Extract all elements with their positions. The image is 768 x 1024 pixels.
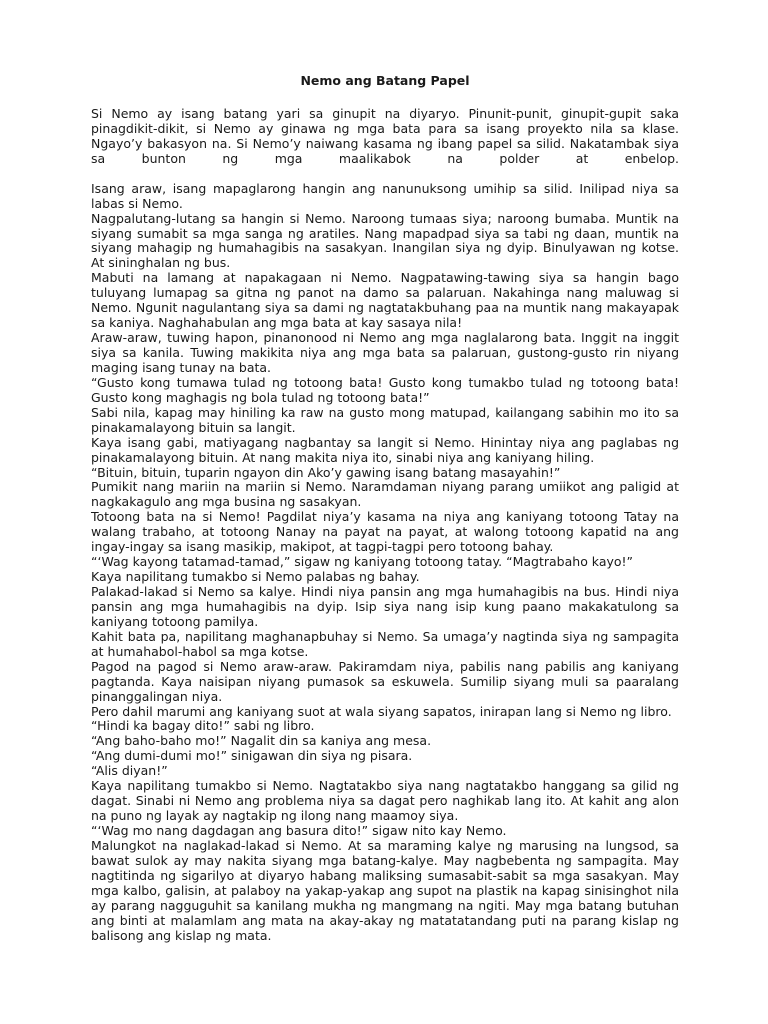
text-line: “‘Wag mo nang dagdagan ang basura dito!” sigaw nito kay Nemo. — [91, 823, 507, 838]
text-line: “Alis diyan!” — [91, 763, 168, 779]
text-line: nagkakagulo ang mga busina ng sasakyan. — [91, 494, 362, 510]
text-line: Kaya napilitang tumakbo si Nemo palabas ng bahay. — [91, 569, 420, 585]
document-page — [91, 0, 679, 1024]
text-line: Totoong bata na si Nemo! Pagdilat niya’y kasama na niya ang kaniyang totoong Tatay na — [91, 509, 679, 525]
text-line: pinakamalayong bituin sa langit. — [91, 419, 296, 435]
text-line: tuluyang lumapag sa gitna ng panot na damo sa palaruan. Nakahinga nang maluwag si — [91, 285, 679, 301]
text-line: na puno ng layak ay nagtakip ng ilong nang maamoy siya. — [91, 808, 459, 824]
text-line: pinagdikit-dikit, si Nemo ay ginawa ng mga bata para sa isang proyekto nila sa klase. — [91, 120, 679, 136]
text-line: at humahabol-habol sa mga kotse. — [91, 643, 309, 659]
text-line: ang binti at malamlam ang mata na akay-akay ng matatatandang puti na parang kislap ng — [91, 912, 679, 928]
text-line: At sininghalan ng bus. — [91, 255, 231, 271]
text-line: balisong ang kislap ng mata. — [91, 927, 272, 943]
text-line: Pero dahil marumi ang kaniyang suot at wala siyang sapatos, inirapan lang si Nemo ng libro. — [91, 703, 672, 719]
text-line: siyang mahagip ng humahagibis na sasakyan. Inangilan siya ng dyip. Binulyawan ng kotse. — [91, 240, 679, 256]
text-line: “‘Wag kayong tatamad-tamad,” sigaw ng kaniyang totoong tatay. “Magtrabaho kayo!” — [91, 554, 634, 570]
text-line: pagtanda. Kaya naisipan niyang pumasok sa eskuwela. Sumilip siyang muli sa paaralang — [91, 673, 679, 689]
text-line: “Bituin, bituin, tuparin ngayon din Ako’y gawing isang batang masayahin!” — [91, 464, 561, 480]
text-line: Mabuti na lamang at napakagaan ni Nemo. Nagpatawing-tawing siya sa hangin bago — [91, 270, 679, 286]
text-line: “Ang dumi-dumi mo!” sinigawan din siya ng pisara. — [91, 748, 413, 764]
text-line: Kaya napilitang tumakbo si Nemo. Nagtatakbo siya nang nagtatakbo hanggang sa gilid ng — [91, 778, 679, 794]
text-line: sa bunton ng mga maalikabok na polder at enbelop. — [91, 150, 679, 166]
text-line: Isang araw, isang mapaglarong hangin ang nanunuksong umihip sa silid. Inilipad niya sa — [91, 180, 679, 196]
paragraph-gap — [91, 167, 679, 182]
text-line: dagat. Sinabi ni Nemo ang problema niya sa dagat pero naghikab lang ito. At kahit ang alon — [91, 793, 679, 809]
text-line: Gusto kong maghagis ng bola tulad ng totoong bata!” — [91, 389, 430, 405]
text-line: ingay-ingay sa isang masikip, makipot, at tagpi-tagpi pero totoong bahay. — [91, 539, 554, 555]
text-line: Malungkot na naglakad-lakad si Nemo. At sa maraming kalye ng marusing na lungsod, sa — [91, 837, 679, 853]
text-line: pansin ang mga humahagibis na dyip. Isip siya nang isip kung paano makakatulong sa — [91, 598, 679, 614]
text-line: bawat sulok ay may nakita siyang mga batang-kalye. May nagbebenta ng sampagita. May — [91, 852, 679, 868]
text-line: pinanggalingan niya. — [91, 688, 223, 704]
text-line: Araw-araw, tuwing hapon, pinanonood ni Nemo ang mga naglalarong bata. Inggit na inggit — [91, 330, 679, 346]
text-line: Pumikit nang mariin na mariin si Nemo. Naramdaman niyang parang umiikot ang paligid at — [91, 479, 679, 495]
text-line: Nemo. Ngunit nagulantang siya sa dami ng nagtatakbuhang paa na muntik nang makayapak — [91, 300, 679, 316]
text-line: “Ang baho-baho mo!” Nagalit din sa kaniya ang mesa. — [91, 733, 432, 749]
text-line: Si Nemo ay isang batang yari sa ginupit na diyaryo. Pinunit-punit, ginupit-gupit saka — [91, 106, 679, 121]
text-line: siya sa kanila. Tuwing makikita niya ang mga bata sa palaruan, gustong-gusto rin niyang — [91, 345, 679, 360]
text-line: Nagpalutang-lutang sa hangin si Nemo. Naroong tumaas siya; naroong bumaba. Muntik na — [91, 210, 679, 226]
text-line: pinakamalayong bituin. At nang makita niya ito, sinabi niya ang kaniyang hiling. — [91, 449, 595, 465]
story-body — [91, 107, 679, 944]
text-line: mga kalbo, galisin, at palaboy na yakap-yakap ang supot na plastik na kapag sinisinghot nila — [91, 882, 679, 898]
text-line: maging isang tunay na bata. — [91, 359, 272, 375]
text-line: siyang sumabit sa mga sanga ng aratiles. Nang mapadpad siya sa tabi ng daan, muntik na — [91, 225, 679, 241]
text-line: ay parang nagguguhit sa kanilang mukha ng mangmang na ngiti. May mga batang butuhan — [91, 897, 679, 913]
text-line: Sabi nila, kapag may hiniling ka raw na gusto mong matupad, kailangang sabihin mo ito sa — [91, 404, 679, 420]
text-line: walang trabaho, at totoong Nanay na payat na payat, at walong totoong kapatid na ang — [91, 524, 679, 540]
text-line: nagtitinda ng sigarilyo at diyaryo habang maliksing sumasabit-sabit sa mga sasakyan. May — [91, 867, 679, 883]
text-line: Pagod na pagod si Nemo araw-araw. Pakiramdam niya, pabilis nang pabilis ang kaniyang — [91, 658, 679, 674]
text-line: Ngayo’y bakasyon na. Si Nemo’y naiwang kasama ng ibang papel sa silid. Nakatambak siya — [91, 135, 679, 151]
text-line: “Hindi ka bagay dito!” sabi ng libro. — [91, 718, 315, 734]
text-line: labas si Nemo. — [91, 195, 183, 211]
document-title: Nemo ang Batang Papel — [300, 73, 470, 88]
text-line: Palakad-lakad si Nemo sa kalye. Hindi niya pansin ang mga humahagibis na bus. Hindi niya — [91, 584, 679, 599]
text-line: Kaya isang gabi, matiyagang nagbantay sa langit si Nemo. Hinintay niya ang paglabas ng — [91, 434, 679, 450]
text-line: sa kaniya. Naghahabulan ang mga bata at kay sasaya nila! — [91, 315, 463, 331]
text-line: kaniyang totoong pamilya. — [91, 613, 259, 629]
text-line: Kahit bata pa, napilitang maghanapbuhay si Nemo. Sa umaga’y nagtinda siya ng sampagita — [91, 628, 679, 644]
text-line: “Gusto kong tumawa tulad ng totoong bata! Gusto kong tumakbo tulad ng totoong bata! — [91, 374, 679, 390]
